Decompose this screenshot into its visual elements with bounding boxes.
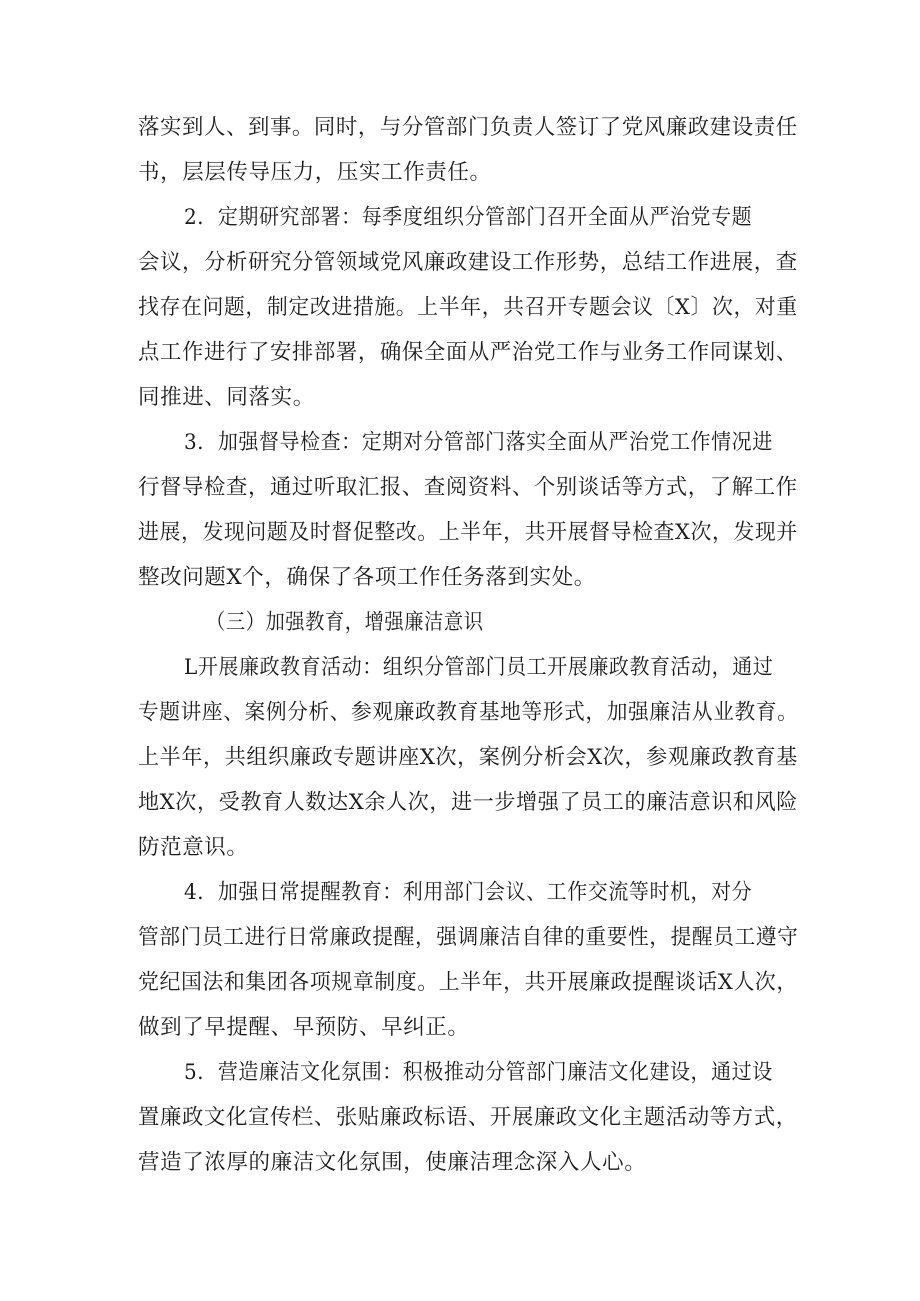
body-line: 专题讲座、案例分析、参观廉政教育基地等形式，加强廉洁从业教育。: [138, 700, 799, 725]
body-line: 管部门员工进行日常廉政提醒，强调廉洁自律的重要性，提醒员工遵守: [138, 925, 799, 950]
body-line: 点工作进行了安排部署，确保全面从严治党工作与业务工作同谋划、: [138, 340, 798, 365]
item-4-line: 4．加强日常提醒教育：利用部门会议、工作交流等时机，对分: [184, 880, 753, 905]
body-line: 进展，发现问题及时督促整改。上半年，共开展督导检查X次，发现并: [138, 520, 798, 545]
body-line: 整改问题X个，确保了各项工作任务落到实处。: [138, 565, 596, 590]
section-heading: （三）加强教育，增强廉洁意识: [206, 610, 484, 635]
body-line: 上半年，共组织廉政专题讲座X次，案例分析会X次，参观廉政教育基: [138, 745, 798, 770]
body-line: 党纪国法和集团各项规章制度。上半年，共开展廉政提醒谈话X人次，: [138, 970, 798, 995]
body-line: 防范意识。: [138, 835, 249, 860]
body-line: 行督导检查，通过听取汇报、查阅资料、个别谈话等方式，了解工作: [138, 475, 798, 500]
body-line: 会议，分析研究分管领域党风廉政建设工作形势，总结工作进展，查: [138, 250, 798, 275]
body-line: 营造了浓厚的廉洁文化氛围，使廉洁理念深入人心。: [138, 1150, 647, 1175]
body-line: 找存在问题，制定改进措施。上半年，共召开专题会议〔X〕次，对重: [138, 295, 798, 320]
body-line: 落实到人、到事。同时，与分管部门负责人签订了党风廉政建设责任: [138, 115, 798, 140]
body-line: 同推进、同落实。: [138, 385, 315, 410]
item-3-line: 3．加强督导检查：定期对分管部门落实全面从严治党工作情况进: [184, 430, 773, 455]
item-2-line: 2．定期研究部署：每季度组织分管部门召开全面从严治党专题: [184, 205, 753, 230]
body-line: 置廉政文化宣传栏、张贴廉政标语、开展廉政文化主题活动等方式，: [138, 1105, 798, 1130]
body-line: 地X次，受教育人数达X余人次，进一步增强了员工的廉洁意识和风险: [138, 790, 798, 815]
item-1-line: L开展廉政教育活动：组织分管部门员工开展廉政教育活动，通过: [184, 655, 774, 680]
body-line: 书，层层传导压力，压实工作责任。: [138, 160, 492, 185]
body-line: 做到了早提醒、早预防、早纠正。: [138, 1015, 470, 1040]
item-5-line: 5．营造廉洁文化氛围：积极推动分管部门廉洁文化建设，通过设: [184, 1060, 773, 1085]
